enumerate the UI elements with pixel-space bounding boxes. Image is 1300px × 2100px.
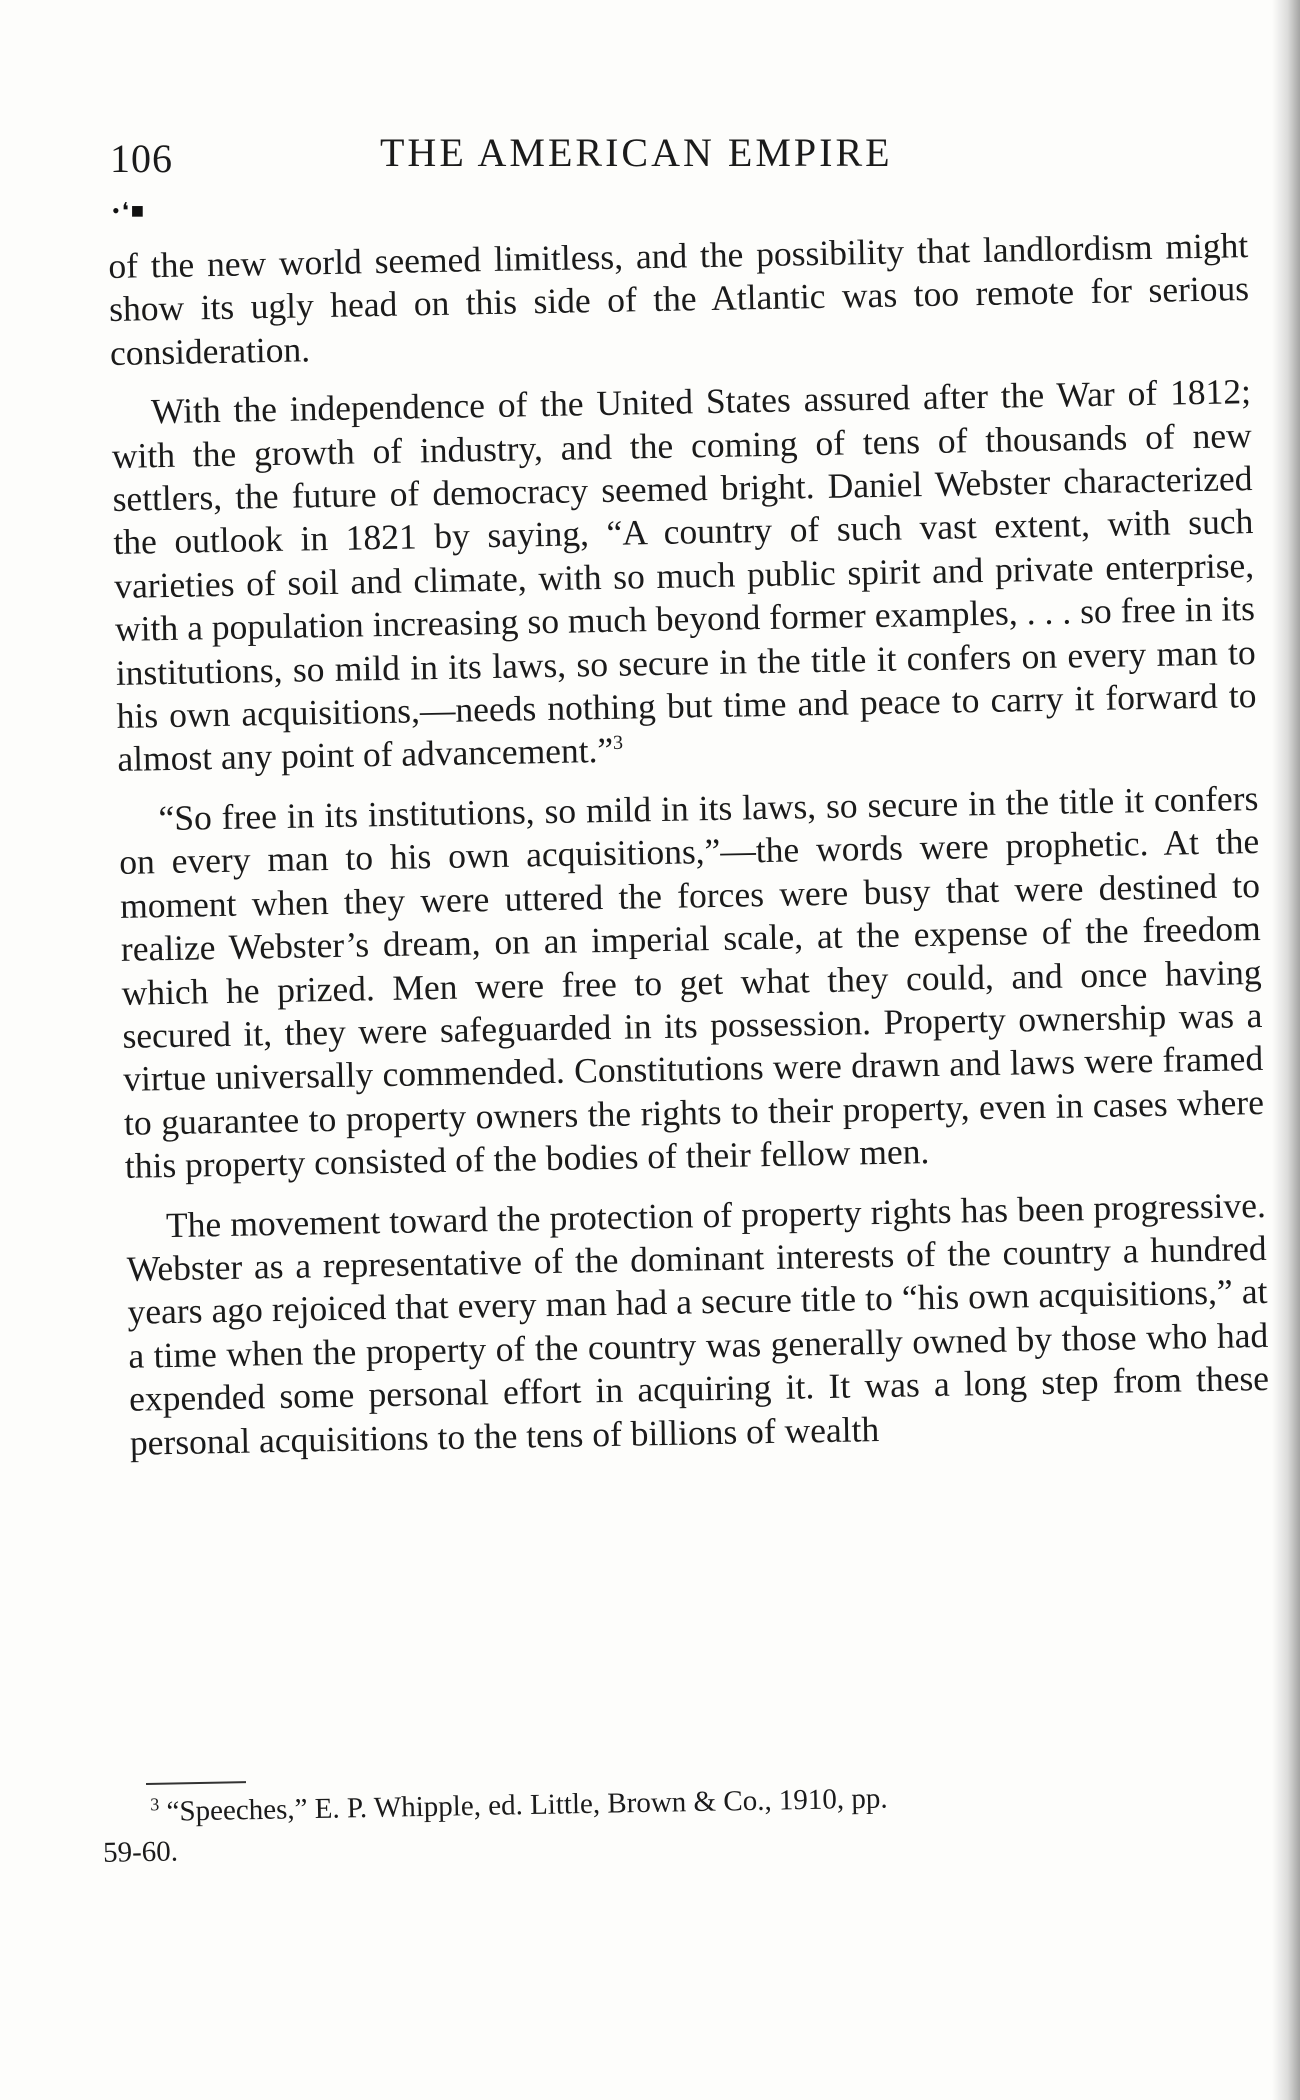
body-text	[108, 224, 1270, 1481]
paragraph-1: of the new world seemed limitless, and the possibility that landlordism might show its ugly head on this side of the Atlantic was too remote for serious consideration.	[108, 225, 1250, 373]
paragraph-4: The movement toward the protection of property rights has been progressive. Webster as a representative of the dominant interests of the country a hundred years ago rejoiced that every man had a secure title to “his own acquisitions,” at a time when the property of the country was generally owned by those who had expended some personal effort in acquiring it. It was a long step from these personal acquisitions to the tens of billions of wealth	[126, 1184, 1270, 1463]
page-number: 106	[110, 136, 173, 181]
footnote-text: “Speeches,” E. P. Whipple, ed. Little, Brown & Co., 1910, pp.	[166, 1782, 888, 1828]
printer-mark-icon: •❛■	[112, 198, 147, 223]
footnote	[102, 1772, 1251, 1872]
footnote-continuation: 59-60.	[102, 1835, 179, 1869]
paragraph-3: “So free in its institutions, so mild in its laws, so secure in the title it confers on every man to his own acquisitions,”—the words were prophetic. At the moment when they were uttered the forces were busy that were destined to realize Webster’s dream, on an imperial scale, at the expense of the freedom which he prized. Men were free to get what they could, and once having secured it, they were safeguarded in its possession. Property ownership was a virtue universally commended. Constitutions were drawn and laws were framed to guarantee to property owners the rights to their property, even in cases where this property consisted of the bodies of their fellow men.	[118, 777, 1265, 1186]
footnote-mark: 3	[150, 1794, 160, 1815]
footnote-reference[interactable]: 3	[612, 732, 624, 755]
paragraph-2-text: With the independence of the United States assured after the War of 1812; with the growth of industry, and the coming of tens of thousands of new settlers, the future of democracy seemed bright. Daniel Webster characterized the outlook in 1821 by saying, “A country of such vast extent, with such varieties of soil and climate, with so much public spirit and private enterprise, with a population increasing so much beyond former examples, . . . so free in its institutions, so mild in its laws, so secure in the title it confers on every man to his own acquisitions,—needs nothing but time and peace to carry it forward to almost any point of advancement.”	[111, 371, 1257, 780]
page-header	[110, 130, 1250, 185]
paragraph-2	[111, 370, 1258, 781]
footnote-divider	[146, 1781, 246, 1785]
page-edge-shadow	[1272, 0, 1300, 2100]
running-head: THE AMERICAN EMPIRE	[380, 130, 893, 175]
